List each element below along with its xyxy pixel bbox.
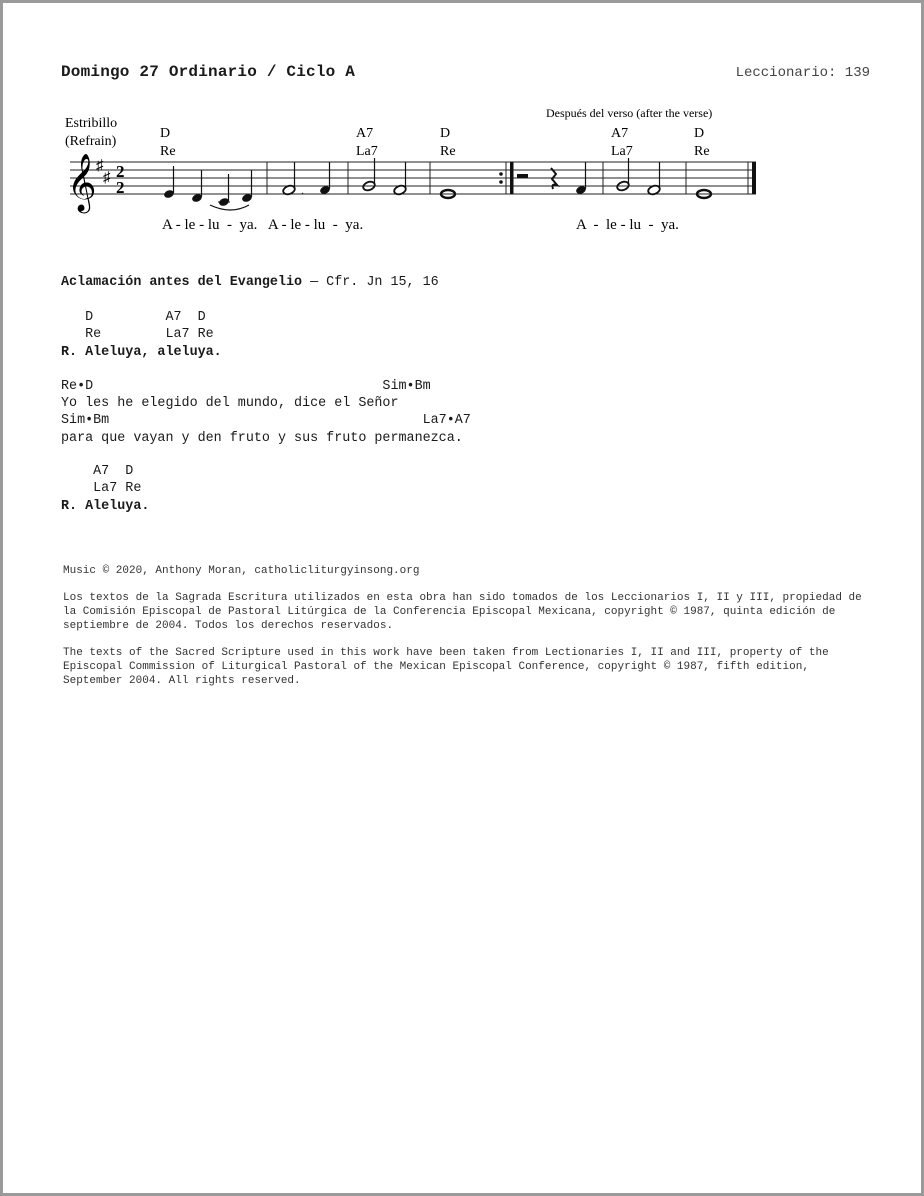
measure-5 (517, 162, 603, 195)
verse-2-text: para que vayan y den fruto y sus fruto permanezca. (61, 431, 463, 446)
measure-2 (282, 162, 348, 197)
measure-6 (616, 158, 686, 196)
measure-3 (362, 158, 430, 196)
response-1-text: R. Aleluya, aleluya. (61, 345, 222, 360)
after-verse-label: Después del verso (after the verse) (546, 106, 713, 120)
chord-la7-2: La7 (611, 144, 633, 159)
acclamation-heading: Aclamación antes del Evangelio (61, 275, 303, 290)
verse-2-chords: Sim•Bm La7•A7 (61, 413, 471, 428)
refrain-label: Estribillo (65, 116, 118, 131)
verse-1-text: Yo les he elegido del mundo, dice el Señor (61, 396, 399, 411)
spanish-copyright-notice: Los textos de la Sagrada Escritura utilizados en esta obra han sido tomados de los Leccionarios I, II y III, propiedad de la Comisión Episcopal de Pastoral Litúrgica de la Conferencia Episcopal Mexicana, copyright © 1987, quinta edición de septiembre de 2004. Todos los derechos reservados. (63, 592, 862, 632)
chord-d-2: D (440, 126, 451, 141)
chord-re-2: Re (440, 144, 456, 159)
refrain-label-en: (Refrain) (65, 134, 117, 149)
response-2-chords-en: A7 D (61, 464, 134, 479)
leccionario-number: Leccionario: 139 (735, 65, 870, 81)
chord-la7-1: La7 (356, 144, 378, 159)
chord-re-3: Re (694, 144, 710, 159)
acclamation-reference: — Cfr. Jn 15, 16 (302, 275, 439, 290)
svg-text:.: . (301, 183, 304, 197)
response-1-chords-es: Re La7 Re (61, 327, 214, 342)
measure-4 (441, 162, 514, 198)
verse-1-chords: Re•D Sim•Bm (61, 379, 431, 394)
response-1-chords-en: D A7 D (61, 310, 206, 325)
time-signature-bottom: 2 (116, 178, 125, 197)
page-title: Domingo 27 Ordinario / Ciclo A (61, 63, 356, 81)
chord-d-3: D (694, 126, 705, 141)
response-2-chords-es: La7 Re (61, 481, 142, 496)
english-copyright-notice: The texts of the Sacred Scripture used in this work have been taken from Lectionaries I, II and III, property of the Episcopal Commission of Liturgical Pastoral of the Mexican Episcopal Conference, copyright © 1987, fifth edition, September 2004. All rights reserved. (63, 647, 829, 687)
time-signature-top: 2 (116, 162, 125, 181)
music-score (3, 3, 921, 243)
chord-re-1: Re (160, 144, 176, 159)
treble-clef-icon: 𝄞 (67, 154, 97, 210)
measure-7 (697, 162, 756, 198)
chord-d-1: D (160, 126, 171, 141)
chord-a7-1: A7 (356, 126, 374, 141)
chord-a7-2: A7 (611, 126, 629, 141)
response-2-text: R. Aleluya. (61, 499, 150, 514)
chord-symbols (160, 126, 710, 159)
music-copyright: Music © 2020, Anthony Moran, catholicliturgyinsong.org (63, 565, 420, 577)
sharp-c-icon: ♯ (103, 170, 111, 186)
acclamation-heading-line (61, 274, 439, 291)
sharp-f-icon: ♯ (96, 158, 104, 174)
lyrics-refrain: A - le - lu - ya. A - le - lu - ya. (162, 217, 364, 233)
lyrics-after-verse: A - le - lu - ya. (576, 217, 679, 233)
